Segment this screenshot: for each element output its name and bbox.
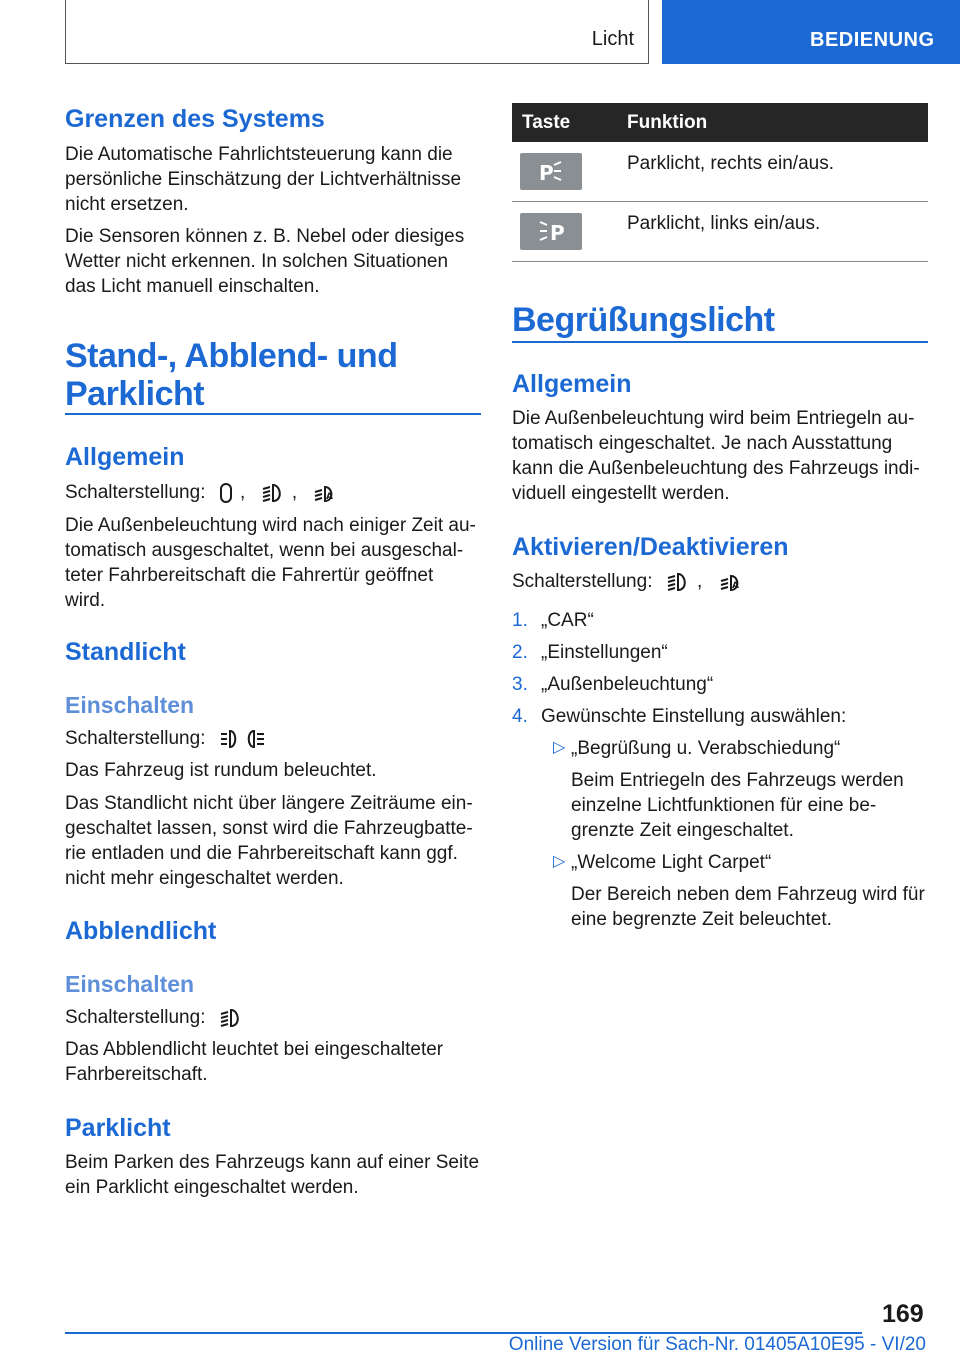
paragraph-abblendlicht: Das Abblendlicht leuchtet bei eingeschalteter Fahrbereitschaft. xyxy=(65,1039,444,1085)
paragraph-standlicht-2: Das Standlicht nicht über längere Zeiträume ein‐ geschaltet lassen, sonst wird die Fahrzeugbatte‐ rie entladen und die Fahrbereitschaft kann ggf. nicht mehr eingeschaltet werden. xyxy=(65,793,473,889)
heading-stand-abblend-parklicht: Stand-, Abblend- und Parklicht xyxy=(65,337,398,413)
heading-grenzen: Grenzen des Systems xyxy=(65,105,325,133)
table-row xyxy=(512,142,928,202)
low-beam-icon xyxy=(666,571,690,593)
footer-version: Online Version für Sach-Nr. 01405A10E95 - VI/20 xyxy=(508,1334,926,1355)
paragraph-standlicht-1: Das Fahrzeug ist rundum beleuchtet. xyxy=(65,760,377,781)
heading-allgemein: Allgemein xyxy=(65,443,185,471)
parking-light-left-button[interactable] xyxy=(520,213,582,250)
parking-light-left-icon xyxy=(520,213,582,250)
standlicht-switch-position: Schalterstellung: xyxy=(65,726,481,751)
triangle-bullet-icon: ▷ xyxy=(553,853,566,870)
page-number: 169 xyxy=(882,1300,924,1328)
paragraph-parklicht: Beim Parken des Fahrzeugs kann auf einer Seite ein Parklicht eingeschaltet werden. xyxy=(65,1152,480,1198)
heading-rule xyxy=(512,341,928,343)
heading-parklicht: Parklicht xyxy=(65,1114,171,1142)
section-title: BEDIENUNG xyxy=(810,29,935,51)
abblendlicht-switch-position: Schalterstellung: xyxy=(65,1005,481,1030)
column-header-taste: Taste xyxy=(522,112,571,133)
low-beam-icon xyxy=(261,482,285,504)
section-header xyxy=(662,0,960,64)
heading-aktivieren-deaktivieren: Aktivieren/Deaktivieren xyxy=(512,533,789,561)
aktiv-switch-position: Schalterstellung: , A xyxy=(512,569,928,594)
function-text: Parklicht, links ein/aus. xyxy=(627,213,821,234)
heading-standlicht: Standlicht xyxy=(65,638,186,666)
chapter-header xyxy=(65,0,649,64)
svg-text:A: A xyxy=(326,491,334,502)
light-off-icon xyxy=(219,482,233,504)
triangle-bullet-icon: ▷ xyxy=(553,739,566,756)
column-header-funktion: Funktion xyxy=(627,112,708,133)
low-beam-icon xyxy=(219,1007,243,1029)
heading-allgemein-right: Allgemein xyxy=(512,370,632,398)
heading-rule xyxy=(65,413,481,415)
side-light-icon xyxy=(219,728,267,750)
paragraph-grenzen-2: Die Sensoren können z. B. Nebel oder diesiges Wetter nicht erkennen. In solchen Situationen das Licht manuell einschalten. xyxy=(65,226,465,297)
subheading-standlicht-einschalten: Einschalten xyxy=(65,692,195,718)
table-row xyxy=(512,202,928,262)
table-header xyxy=(512,103,928,142)
parking-light-right-icon xyxy=(520,153,582,190)
switch-position-line: Schalterstellung: , , A xyxy=(65,480,481,505)
auto-light-icon xyxy=(718,571,742,593)
heading-abblendlicht: Abblendlicht xyxy=(65,917,217,945)
subheading-abblendlicht-einschalten: Einschalten xyxy=(65,971,195,997)
svg-text:P: P xyxy=(550,221,565,245)
svg-text:A: A xyxy=(731,580,739,591)
auto-light-icon xyxy=(312,482,336,504)
paragraph-allgemein-right: Die Außenbeleuchtung wird beim Entriegeln au‐ tomatisch eingeschaltet. Je nach Ausstattung kann die Außenbeleuchtung des Fahrzeugs indi‐ viduell eingestellt werden. xyxy=(512,408,920,504)
paragraph-grenzen-1: Die Automatische Fahrlichtsteuerung kann die persönliche Einschätzung der Lichtverhältnisse nicht ersetzen. xyxy=(65,144,462,215)
heading-begruessungslicht: Begrüßungslicht xyxy=(512,301,775,339)
chapter-title: Licht xyxy=(591,28,634,50)
parking-light-right-button[interactable] xyxy=(520,153,582,190)
svg-text:P: P xyxy=(539,161,554,185)
paragraph-allgemein: Die Außenbeleuchtung wird nach einiger Zeit au‐ tomatisch ausgeschaltet, wenn bei ausgeschal‐ teter Fahrbereitschaft die Fahrertür geöffnet wird. xyxy=(65,515,476,611)
function-text: Parklicht, rechts ein/aus. xyxy=(627,153,834,174)
